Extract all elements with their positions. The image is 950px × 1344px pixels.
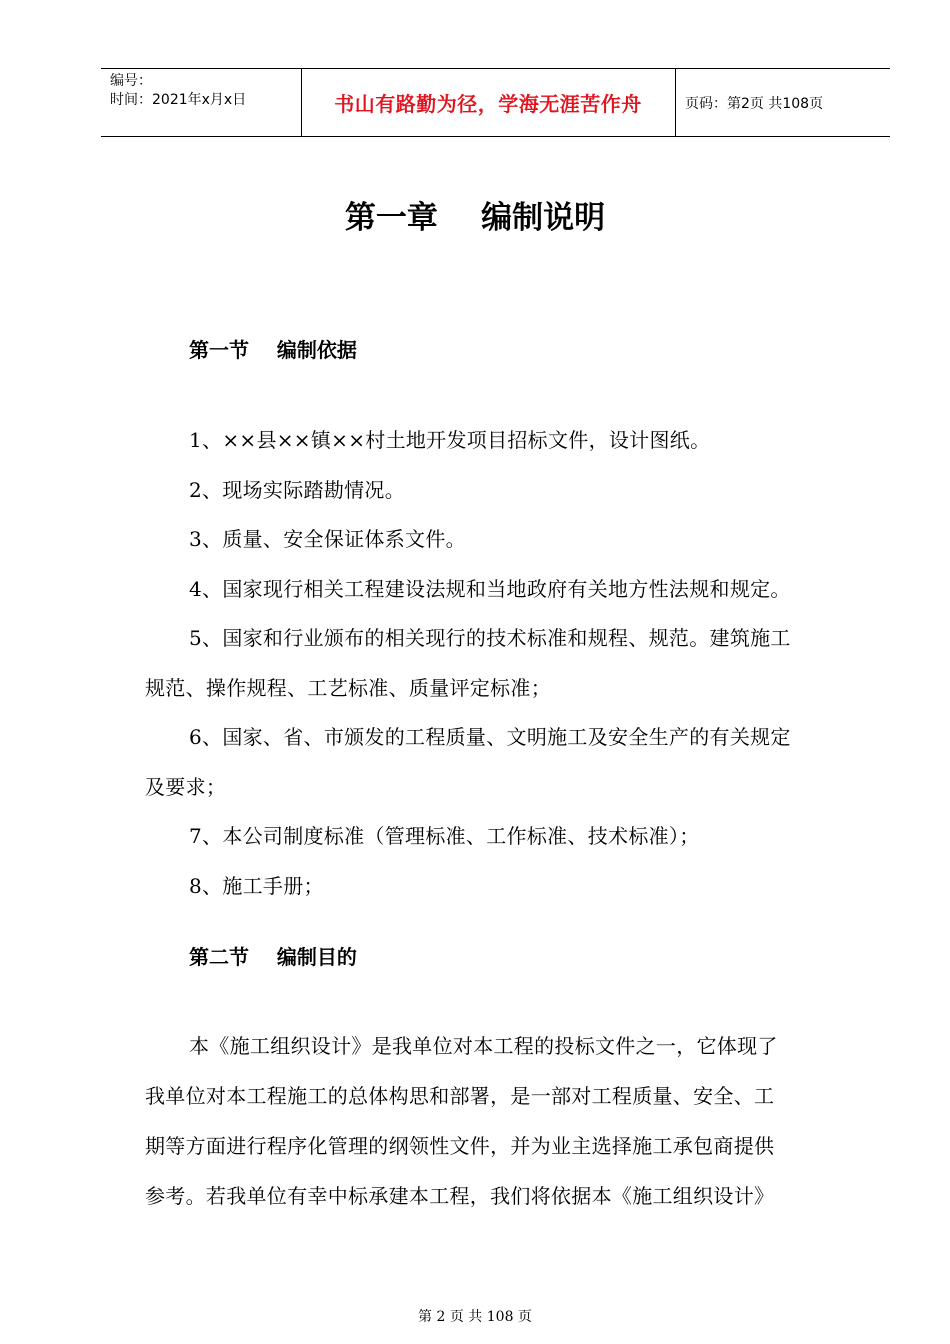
- list-item-continuation: 及要求；: [145, 775, 227, 799]
- list-item: 6、国家、省、市颁发的工程质量、文明施工及安全生产的有关规定: [189, 725, 791, 749]
- header-page-info: 页码：第2页 共108页: [685, 95, 824, 112]
- document-header: [101, 68, 890, 137]
- list-item: 8、施工手册；: [189, 874, 324, 898]
- chapter-title: 第一章 编制说明: [344, 200, 606, 236]
- list-item: 7、本公司制度标准（管理标准、工作标准、技术标准）；: [189, 824, 700, 848]
- time-label: 时间：2021年x月x日: [110, 92, 247, 108]
- header-motto: 书山有路勤为径，学海无涯苦作舟: [301, 69, 676, 136]
- paragraph-line: 我单位对本工程施工的总体构思和部署，是一部对工程质量、安全、工: [145, 1084, 775, 1108]
- list-item-continuation: 规范、操作规程、工艺标准、质量评定标准；: [145, 676, 551, 700]
- number-label: 编号：: [110, 73, 152, 89]
- paragraph-line: 参考。若我单位有幸中标承建本工程，我们将依据本《施工组织设计》: [145, 1184, 775, 1208]
- paragraph-line: 期等方面进行程序化管理的纲领性文件，并为业主选择施工承包商提供: [145, 1134, 775, 1158]
- list-item: 5、国家和行业颁布的相关现行的技术标准和规程、规范。建筑施工: [189, 626, 791, 650]
- list-item: 2、现场实际踏勘情况。: [189, 478, 406, 502]
- section-title-basis: 第一节 编制依据: [189, 338, 357, 362]
- paragraph-line: 本《施工组织设计》是我单位对本工程的投标文件之一，它体现了: [189, 1034, 778, 1058]
- list-item: 3、质量、安全保证体系文件。: [189, 527, 466, 551]
- list-item: 4、国家现行相关工程建设法规和当地政府有关地方性法规和规定。: [189, 577, 791, 601]
- list-item: 1、××县××镇××村土地开发项目招标文件，设计图纸。: [189, 428, 711, 452]
- section-title-purpose: 第二节 编制目的: [189, 945, 357, 969]
- header-meta-cell: [101, 69, 302, 136]
- page-footer: 第 2 页 共 108 页: [418, 1309, 532, 1325]
